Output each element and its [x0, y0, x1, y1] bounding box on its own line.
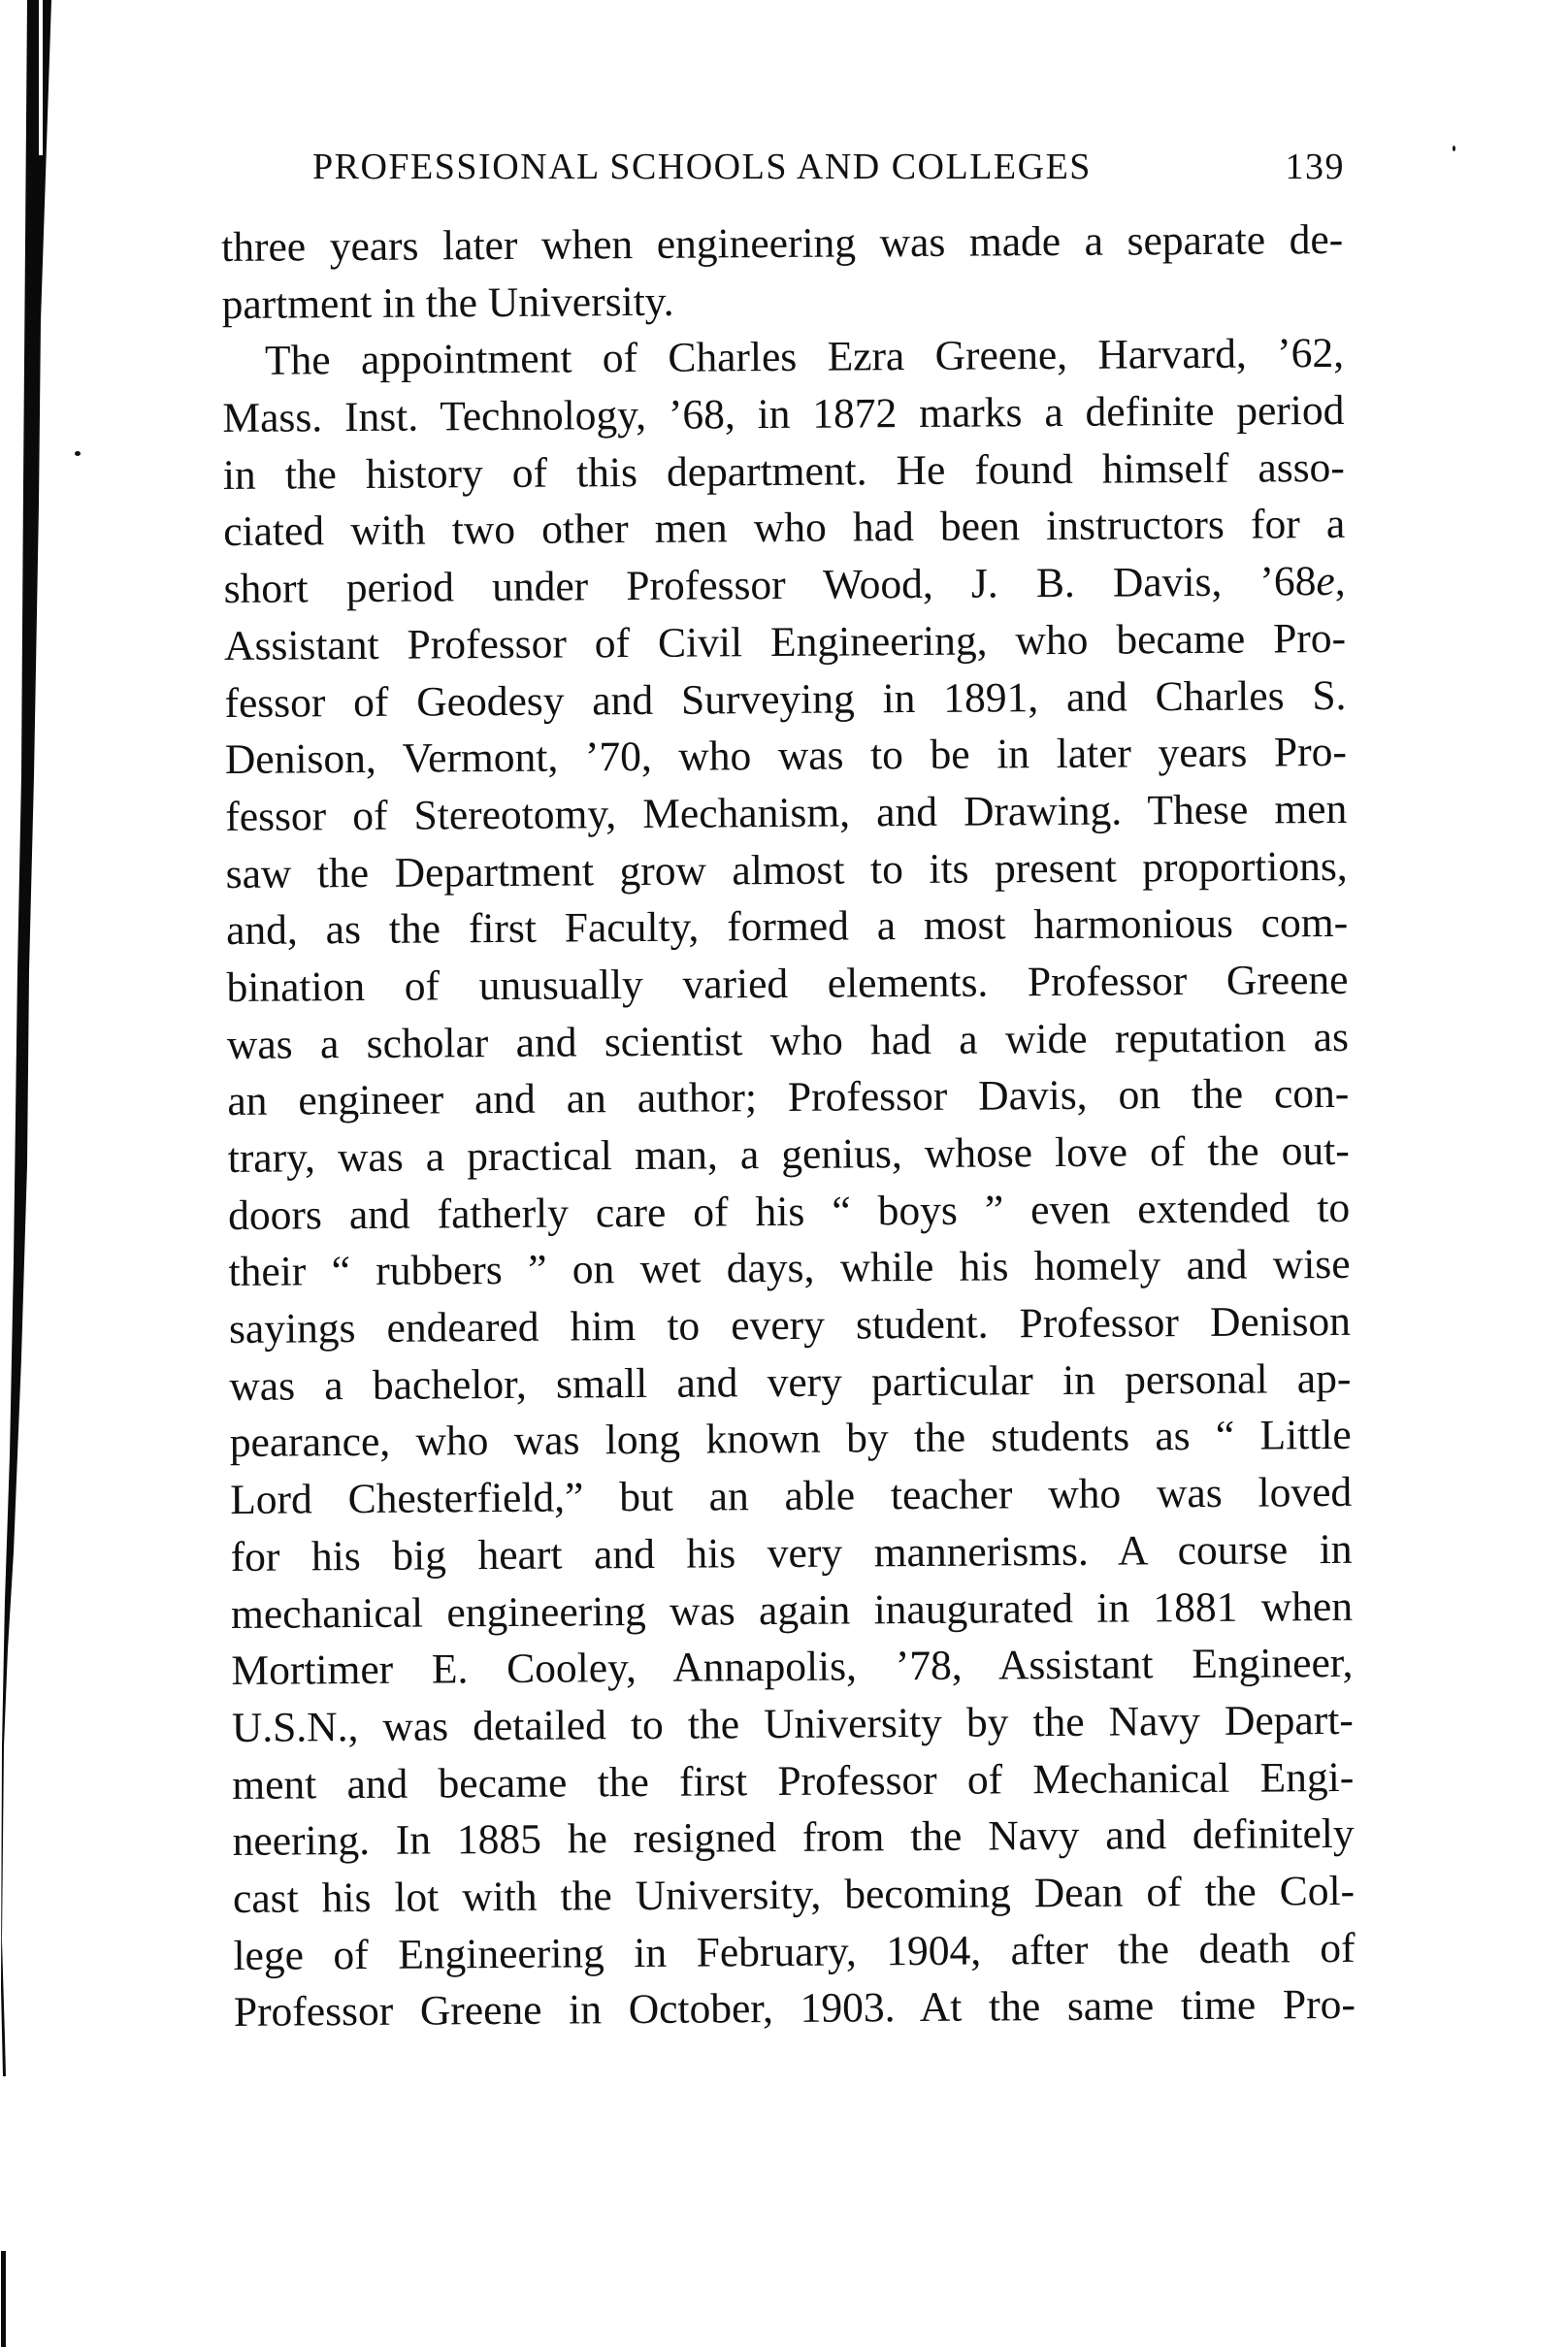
text-line: short period under Professor Wood, J. B. Davis, ’68e, [223, 558, 1346, 613]
text-line: Mortimer E. Cooley, Annapolis, ’78, Assistant Engineer, [231, 1640, 1354, 1695]
text-line: was a bachelor, small and very particular in personal ap- [229, 1354, 1352, 1410]
text-line: ment and became the first Professor of Mechanical Engi- [232, 1753, 1355, 1809]
text-line: Professor Greene in October, 1903. At the same time Pro- [233, 1981, 1356, 2037]
text-line: Mass. Inst. Technology, ’68, in 1872 marks a definite period [222, 386, 1345, 442]
text-line: three years later when engineering was made a separate de- [221, 215, 1344, 271]
text-line: for his big heart and his very mannerisms. A course in [230, 1525, 1353, 1581]
page-binding-edge [0, 0, 58, 2347]
text-line: partment in the University. [221, 277, 674, 328]
running-head [312, 146, 1345, 200]
text-line: bination of unusually varied elements. Professor Greene [226, 956, 1349, 1011]
text-line: in the history of this department. He found himself asso- [222, 443, 1345, 499]
text-line: neering. In 1885 he resigned from the Navy and definitely [232, 1810, 1355, 1866]
text-line: Denison, Vermont, ’70, who was to be in later years Pro- [224, 729, 1348, 784]
text-line: lege of Engineering in February, 1904, after the death of [233, 1924, 1356, 1979]
running-head-title: PROFESSIONAL SCHOOLS AND COLLEGES [312, 147, 1092, 187]
speck-mark [1453, 146, 1455, 151]
body-text [221, 212, 1356, 2041]
italic-suffix: e [1316, 558, 1335, 605]
text-line: U.S.N., was detailed to the University by the Navy Depart- [231, 1696, 1354, 1751]
text-line: was a scholar and scientist who had a wide reputation as [226, 1013, 1350, 1068]
speck-mark [75, 451, 81, 456]
text-line: their “ rubbers ” on wet days, while his homely and wise [228, 1241, 1351, 1296]
text-line: and, as the first Faculty, formed a most harmonious com- [225, 899, 1349, 955]
text-line: trary, was a practical man, a genius, whose love of the out- [227, 1126, 1350, 1182]
text-line: The appointment of Charles Ezra Greene, Harvard, ’62, [264, 330, 1345, 385]
text-line: sayings endeared him to every student. Professor Denison [228, 1297, 1352, 1353]
text-line: saw the Department grow almost to its present proportions, [225, 842, 1348, 897]
text-line: Lord Chesterfield,” but an able teacher who was loved [230, 1469, 1353, 1524]
text-line: ciated with two other men who had been instructors for a [223, 501, 1346, 556]
page-number: 139 [1285, 147, 1345, 187]
text-line: pearance, who was long known by the students as “ Little [229, 1412, 1352, 1467]
text-line: mechanical engineering was again inaugurated in 1881 when [230, 1582, 1354, 1638]
text-line: fessor of Stereotomy, Mechanism, and Drawing. These men [225, 785, 1348, 840]
text-line: doors and fatherly care of his “ boys ” even extended to [228, 1184, 1351, 1239]
text-line: cast his lot with the University, becoming Dean of the Col- [232, 1867, 1356, 1922]
text-line: an engineer and an author; Professor Davis, on the con- [227, 1070, 1350, 1125]
text-line: Assistant Professor of Civil Engineering, who became Pro- [223, 614, 1347, 669]
text-line: fessor of Geodesy and Surveying in 1891, and Charles S. [224, 671, 1347, 727]
